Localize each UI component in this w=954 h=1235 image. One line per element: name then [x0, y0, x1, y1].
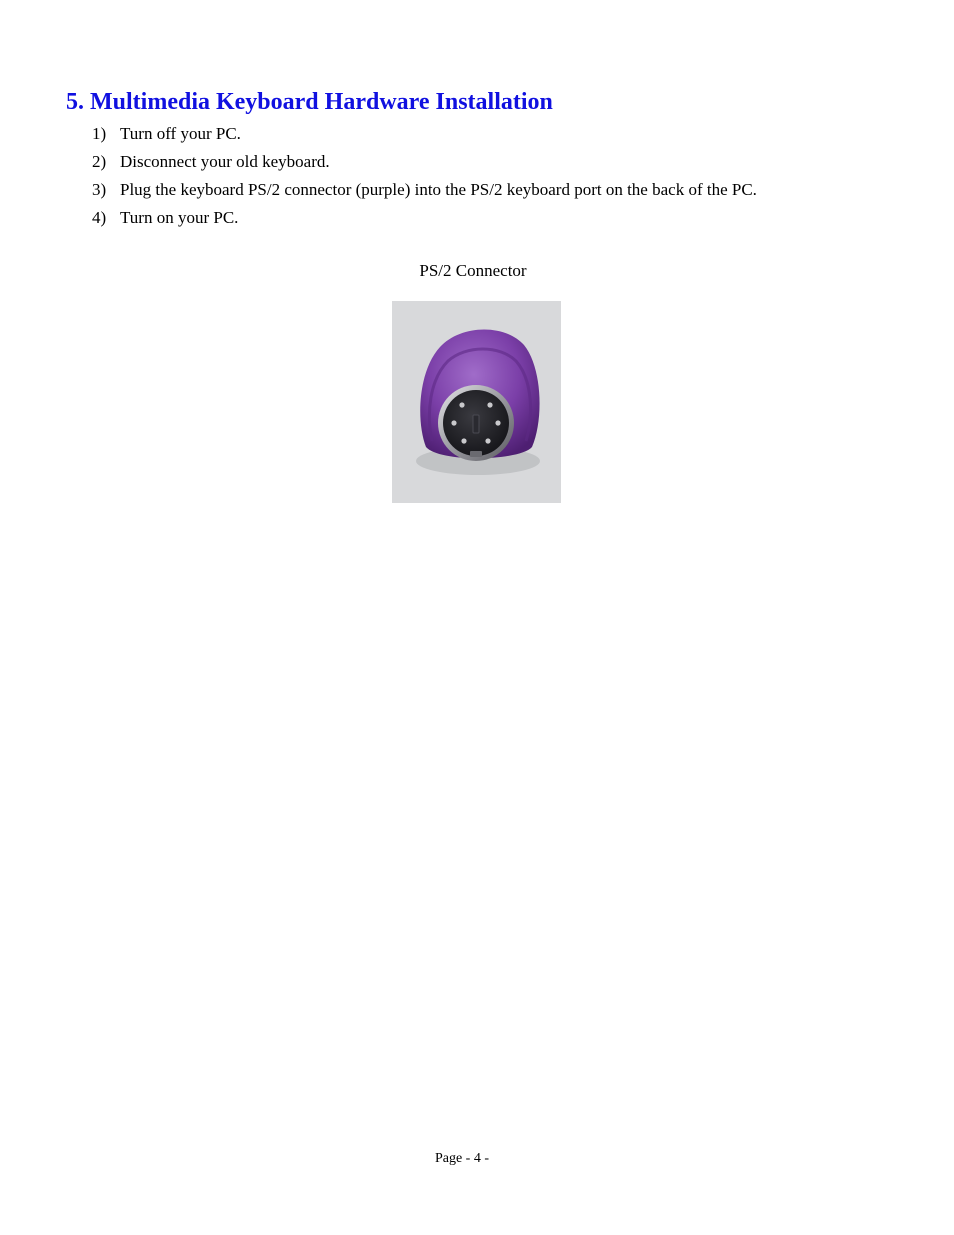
- list-item: [92, 206, 757, 234]
- step-number: 3): [92, 180, 107, 199]
- list-item: [92, 122, 757, 150]
- figure-caption: PS/2 Connector: [419, 261, 527, 280]
- ps2-connector-icon: [392, 301, 561, 503]
- installation-steps-list: [92, 122, 757, 234]
- step-number: 4): [92, 208, 107, 227]
- step-text: Turn off your PC.: [120, 124, 241, 143]
- list-item: [92, 150, 757, 178]
- ps2-connector-photo: [392, 301, 561, 503]
- step-text: Plug the keyboard PS/2 connector (purple) into the PS/2 keyboard port on the back of the PC.: [120, 180, 757, 199]
- step-text: Disconnect your old keyboard.: [120, 152, 330, 171]
- list-item: [92, 178, 757, 206]
- section-title: 5. Multimedia Keyboard Hardware Installation: [66, 89, 553, 115]
- page-number: Page - 4 -: [434, 1151, 490, 1166]
- step-number: 2): [92, 152, 107, 171]
- step-text: Turn on your PC.: [120, 208, 239, 227]
- step-number: 1): [92, 124, 107, 143]
